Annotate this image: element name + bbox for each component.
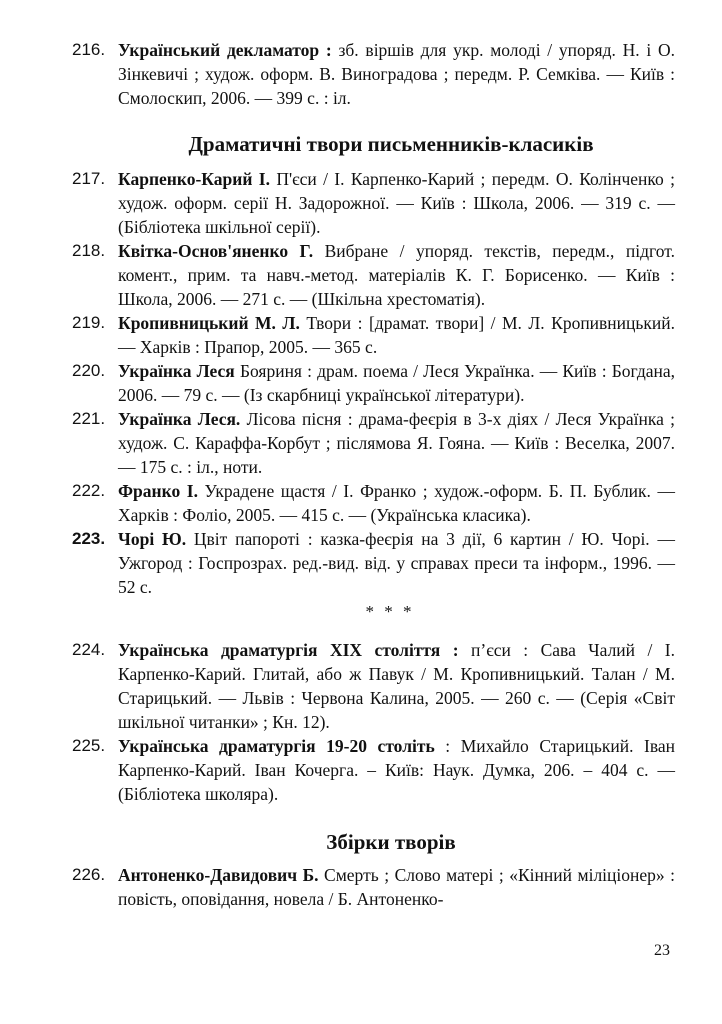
bibliography-entry-217 [72, 167, 675, 239]
entry-author: Франко І. [118, 481, 198, 501]
entry-text: Вибране / упоряд. текстів, передм., підгот. комент., прим. та навч.-метод. матеріалів К. Г. Борисенко. — Київ : Школа, 2006. — 271 с. — (Шкільна хрестоматія). [118, 241, 676, 309]
entry-author: Українська драматургія 19-20 століть [118, 736, 435, 756]
entry-author: Антоненко-Давидович Б. [118, 865, 319, 885]
entry-number: 221. [72, 409, 106, 428]
bibliography-entry-224 [72, 638, 676, 734]
entry-text: Твори : [драмат. твори] / М. Л. Кропивницький. — Харків : Прапор, 2005. — 365 с. [118, 313, 675, 357]
entry-author: Українка Леся. [118, 409, 241, 429]
entry-text: п’єси : Сава Чалий / І. Карпенко-Карий. Глитай, або ж Павук / М. Кропивницький. Талан / М. Старицький. — Львів : Червона Калина, 2005. — 260 с. — (Серія «Світ шкільної читанки» ; Кн. 12). [118, 640, 676, 732]
entry-text: Цвіт папороті : казка-феєрія на 3 дії, 6 картин / Ю. Чорі. — Ужгород : Госпрозрах. ред.-вид. від. у справах преси та інформ., 1996. — 52 с. [118, 529, 675, 597]
entry-number: 220. [72, 361, 106, 380]
entry-number: 224. [72, 640, 106, 659]
entry-number: 225. [72, 736, 106, 755]
entry-number: 219. [72, 313, 106, 332]
bibliography-entry-225 [72, 734, 676, 806]
entry-author: Український декламатор : [118, 40, 332, 60]
entry-author: Українська драматургія XIX століття : [118, 640, 459, 660]
entry-author: Чорі Ю. [118, 529, 187, 549]
section-heading-collections: Збірки творів [326, 830, 456, 854]
entry-number: 226. [72, 865, 106, 884]
page-content [0, 38, 722, 911]
bibliography-entry-223 [72, 527, 675, 599]
bibliography-entry-218 [72, 239, 676, 311]
entry-text: зб. віршів для укр. молоді / упоряд. Н. і О. Зінкевичі ; худож. оформ. В. Виноградова ; передм. Р. Семківа. — Київ : Смолоскип, 2006. — 399 с. : іл. [118, 40, 675, 108]
entry-number: 222. [72, 481, 106, 500]
entry-number: 216. [72, 40, 106, 59]
entry-author: Квітка-Основ'яненко Г. [118, 241, 314, 261]
bibliography-entry-226 [72, 863, 676, 911]
bibliography-entry-221 [72, 407, 676, 479]
bibliography-entry-216 [72, 38, 675, 110]
entry-text: Лісова пісня : драма-феєрія в 3-х діях / Леся Українка ; худож. С. Караффа-Корбут ; післямова Я. Гояна. — Київ : Веселка, 2007. — 175 с. : іл., ноти. [118, 409, 676, 477]
section-heading-dramatic-works: Драматичні твори письменників-класиків [188, 132, 594, 156]
entry-text: : Михайло Старицький. Іван Карпенко-Карий. Іван Кочерга. – Київ: Наук. Думка, 206. – 404 с. — (Бібліотека школяра). [118, 736, 676, 804]
entry-text: Украдене щастя / І. Франко ; худож.-оформ. Б. П. Бублик. — Харків : Фоліо, 2005. — 415 с. — (Українська класика). [118, 481, 675, 525]
entry-author: Карпенко-Карий І. [118, 169, 270, 189]
entry-text: П'єси / І. Карпенко-Карий ; передм. О. Колінченко ; худож. оформ. серії Н. Задорожної. — Київ : Школа, 2006. — 319 с. — (Бібліотека шкільної серії). [118, 169, 675, 237]
entry-number: 217. [72, 169, 106, 188]
entry-number: 218. [72, 241, 106, 260]
section-separator: * * * [365, 602, 415, 621]
entry-text: Бояриня : драм. поема / Леся Українка. — Київ : Богдана, 2006. — 79 с. — (Із скарбниці української літератури). [118, 361, 676, 405]
bibliography-entry-222 [72, 479, 675, 527]
page-number: 23 [654, 942, 670, 959]
entry-author: Кропивницький М. Л. [118, 313, 300, 333]
entry-number: 223. [72, 529, 106, 548]
entry-text: Смерть ; Слово матері ; «Кінний міліціонер» : повість, оповідання, новела / Б. Антоненко- [118, 865, 676, 909]
bibliography-entry-219 [72, 311, 675, 359]
bibliography-entry-220 [72, 359, 676, 407]
entry-author: Українка Леся [118, 361, 235, 381]
